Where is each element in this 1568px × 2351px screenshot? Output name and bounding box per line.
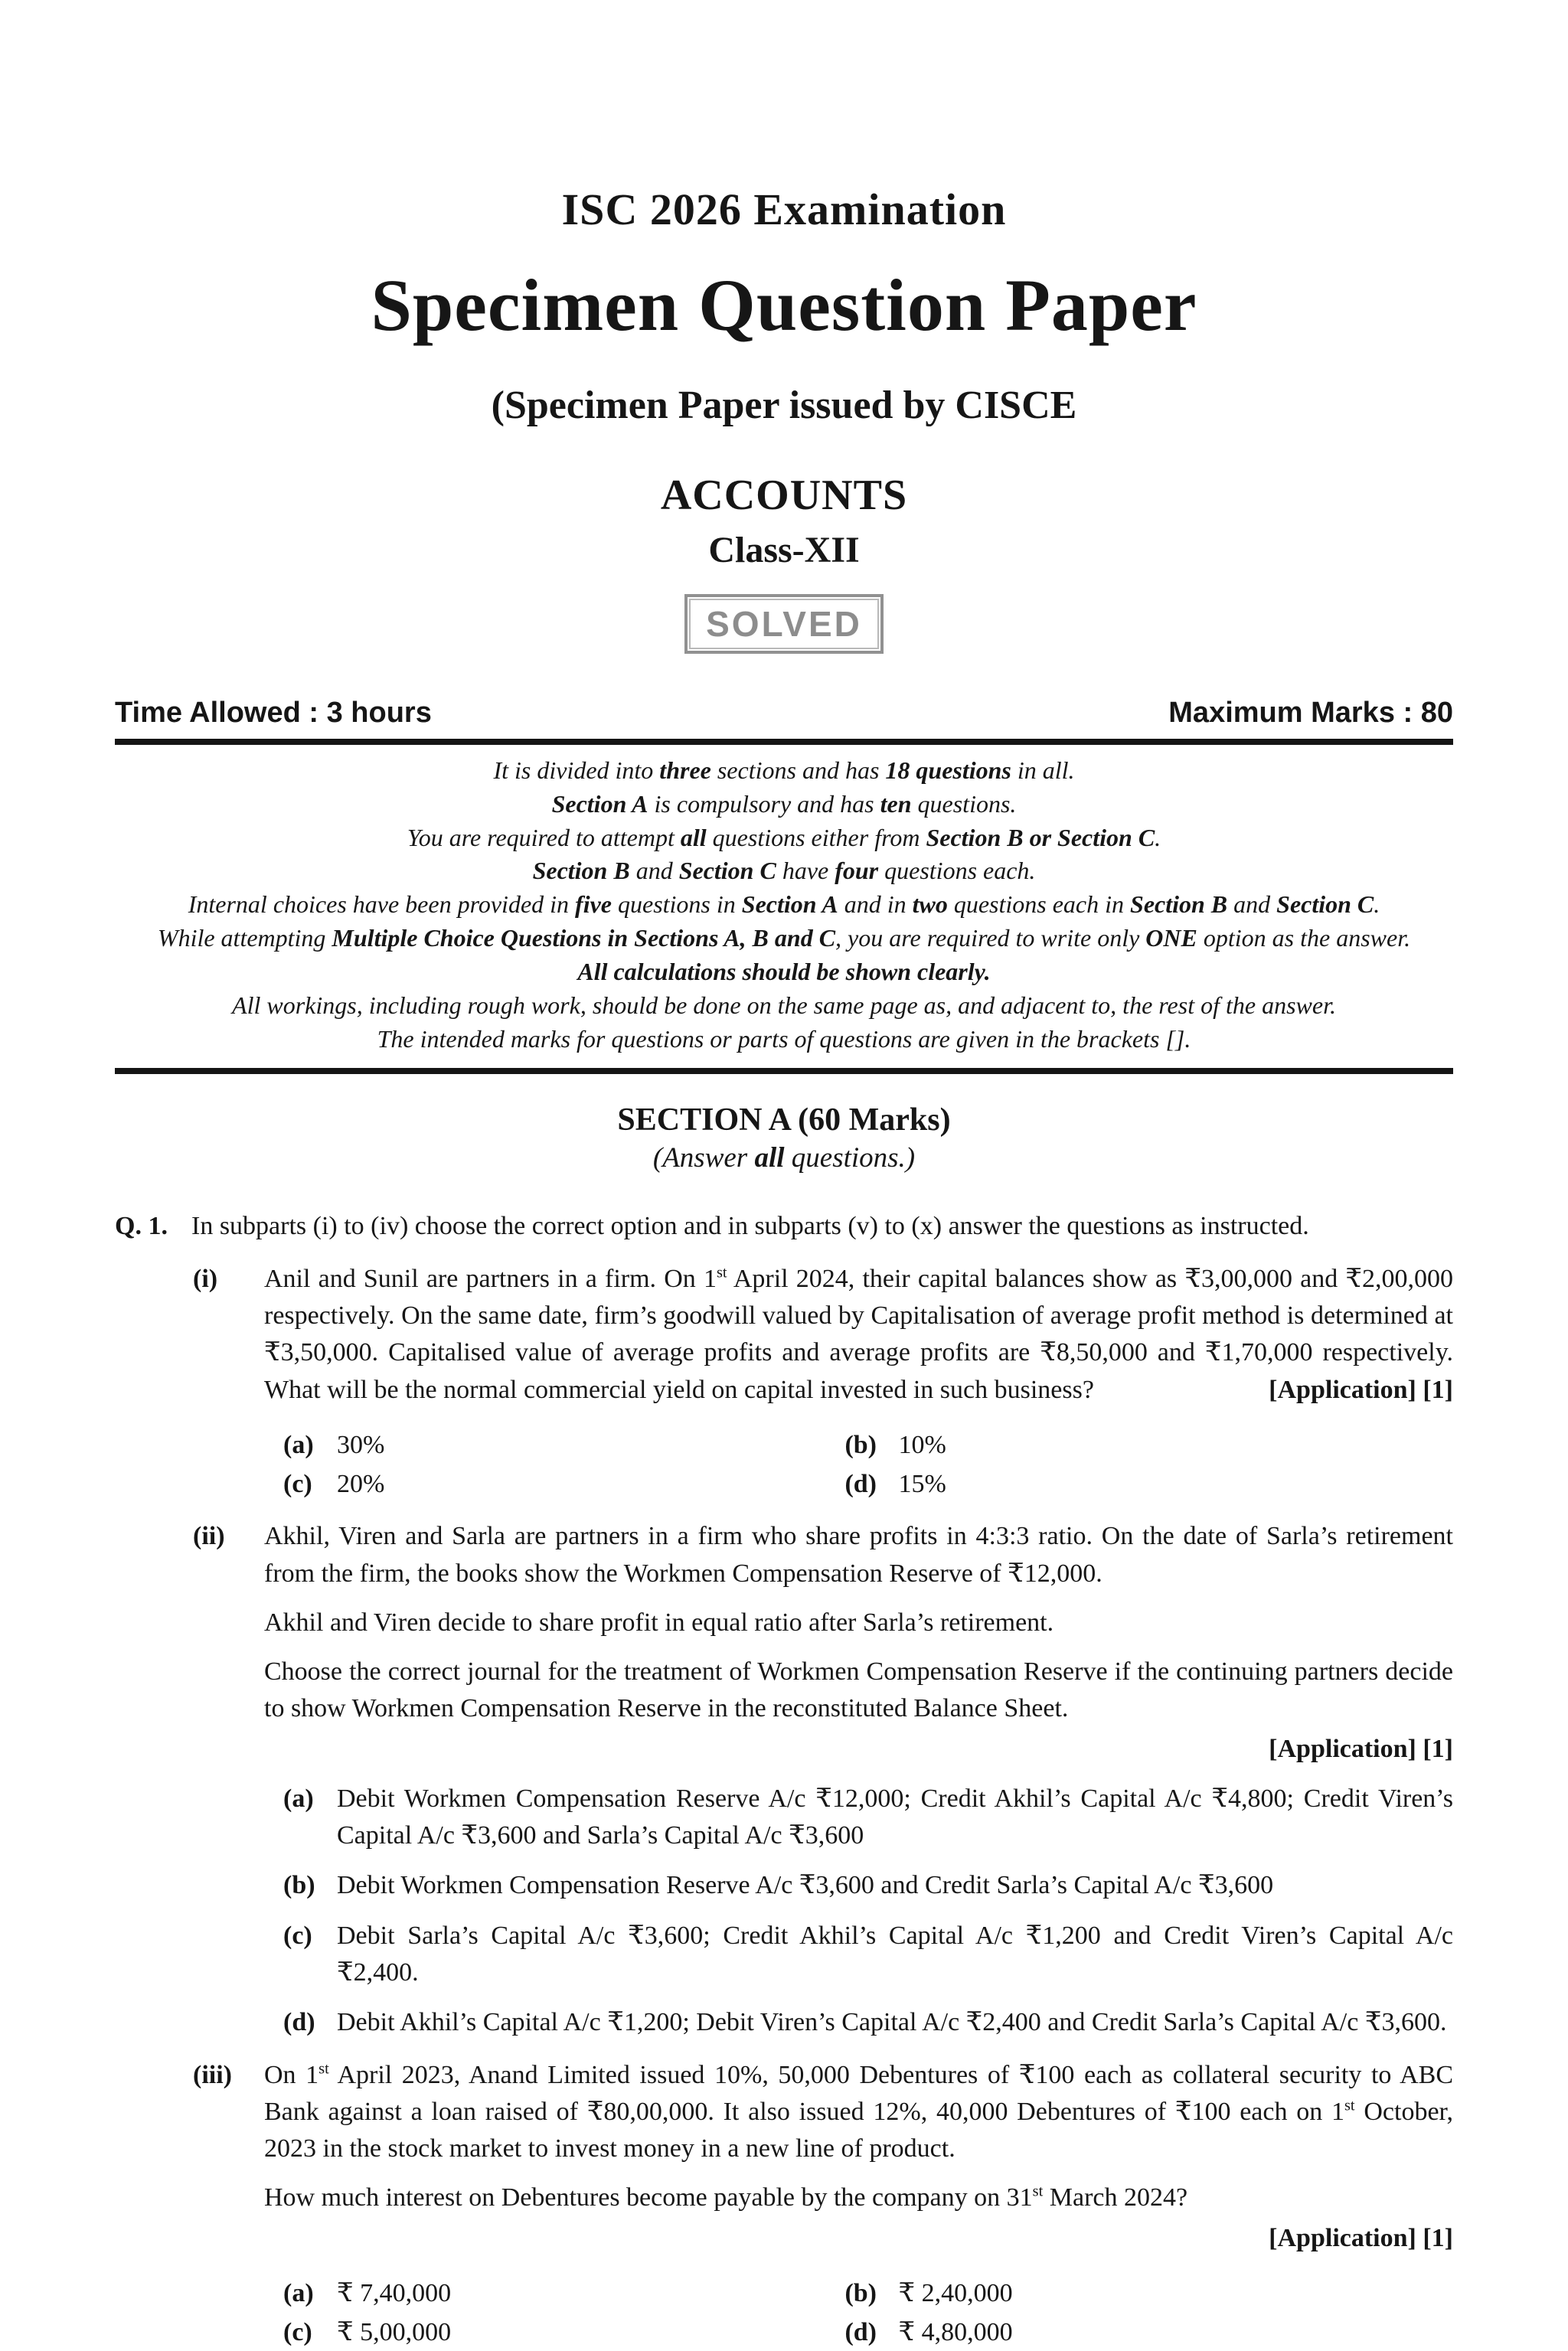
class-title: Class-XII <box>115 529 1453 571</box>
subpart-i <box>115 1261 1453 1504</box>
instructions <box>115 754 1453 1056</box>
paragraph: Choose the correct journal for the treatment of Workmen Compensation Reserve if the continuing partners decide to show Workmen Compensation Reserve in the reconstituted Balance Sheet. <box>264 1654 1453 1728</box>
option-c <box>283 1466 844 1503</box>
option-c <box>283 2314 844 2351</box>
paragraph: On 1st April 2023, Anand Limited issued 10%, 50,000 Debentures of ₹100 each as collateral security to ABC Bank against a loan raised of ₹80,00,000. It also issued 12%, 40,000 Debentures of ₹100 each on 1st October, 2023 in the stock market to invest money in a new line of product. <box>264 2057 1453 2168</box>
subpart-iii <box>115 2057 1453 2351</box>
question-intro-text: In subparts (i) to (iv) choose the correct option and in subparts (v) to (x) answer the questions as instructed. <box>191 1212 1309 1240</box>
option-d <box>844 1466 1453 1503</box>
options-grid <box>283 1427 1453 1504</box>
instruction-line: While attempting Multiple Choice Questions in Sections A, B and C, you are required to write only ONE option as the answer. <box>115 922 1453 955</box>
instruction-line: It is divided into three sections and has 18 questions in all. <box>115 754 1453 788</box>
subject-title: ACCOUNTS <box>115 471 1453 520</box>
option-d <box>844 2314 1453 2351</box>
option-b <box>844 1427 1453 1464</box>
option-text: ₹ 5,00,000 <box>337 2318 451 2346</box>
option-label: (a) <box>283 1781 314 1817</box>
time-allowed: Time Allowed : 3 hours <box>115 697 432 730</box>
instruction-line: All workings, including rough work, should be done on the same page as, and adjacent to, the rest of the answer. <box>115 989 1453 1023</box>
option-label: (b) <box>844 1427 877 1464</box>
options-list <box>283 1781 1453 2042</box>
instruction-line: Section B and Section C have four questions each. <box>115 854 1453 888</box>
paragraph: Akhil and Viren decide to share profit in equal ratio after Sarla’s retirement. <box>264 1605 1453 1641</box>
option-a <box>283 1781 1453 1855</box>
instruction-line: Internal choices have been provided in five questions in Section A and in two questions each in Section B and Section C. <box>115 888 1453 922</box>
option-b <box>283 1867 1453 1904</box>
option-text: 10% <box>898 1431 946 1459</box>
option-label: (c) <box>283 1466 312 1503</box>
option-text: 30% <box>337 1431 384 1459</box>
meta-row <box>115 697 1453 730</box>
option-label: (d) <box>844 2314 877 2351</box>
question-intro <box>115 1208 1453 1245</box>
solved-badge: SOLVED <box>684 594 884 654</box>
instruction-line: Section A is compulsory and has ten questions. <box>115 788 1453 821</box>
instruction-line: The intended marks for questions or parts of questions are given in the brackets []. <box>115 1023 1453 1056</box>
option-text: ₹ 2,40,000 <box>898 2279 1012 2307</box>
option-text: 15% <box>898 1470 946 1498</box>
solved-badge-wrap <box>115 594 1453 654</box>
marks-label: [Application] [1] <box>264 1731 1453 1768</box>
paragraph-text: Anil and Sunil are partners in a firm. On 1st April 2024, their capital balances show as ₹3,00,000 and ₹2,00,000 respectively. On the same date, firm’s goodwill valued by Capitalisation of average profit method is determined at ₹3,50,000. Capitalised value of average profits and average profits are ₹8,50,000 and ₹1,70,000 respectively. What will be the normal commercial yield on capital invested in such business? <box>264 1265 1453 1404</box>
options-grid <box>283 2275 1453 2351</box>
option-a <box>283 1427 844 1464</box>
paragraph <box>264 1261 1453 1409</box>
divider-top <box>115 739 1453 745</box>
paper-title: Specimen Question Paper <box>115 263 1453 348</box>
subpart-label: (ii) <box>193 1518 225 1555</box>
question-label: Q. 1. <box>115 1208 168 1245</box>
option-label: (d) <box>283 2004 315 2041</box>
option-d <box>283 2004 1453 2041</box>
question-1 <box>115 1208 1453 2351</box>
option-text: Debit Sarla’s Capital A/c ₹3,600; Credit Akhil’s Capital A/c ₹1,200 and Credit Viren’s Capital A/c ₹2,400. <box>337 1922 1453 1987</box>
paragraph: How much interest on Debentures become payable by the company on 31st March 2024? <box>264 2180 1453 2216</box>
instruction-line: You are required to attempt all questions either from Section B or Section C. <box>115 821 1453 855</box>
section-heading: SECTION A (60 Marks) <box>115 1102 1453 1138</box>
option-label: (a) <box>283 2275 314 2312</box>
subpart-label: (iii) <box>193 2057 232 2094</box>
exam-line: ISC 2026 Examination <box>115 184 1453 235</box>
option-label: (d) <box>844 1466 877 1503</box>
instruction-line: All calculations should be shown clearly. <box>115 955 1453 989</box>
subpart-ii <box>115 1518 1453 2041</box>
option-text: Debit Workmen Compensation Reserve A/c ₹3,600 and Credit Sarla’s Capital A/c ₹3,600 <box>337 1871 1273 1899</box>
option-c <box>283 1918 1453 1992</box>
option-text: 20% <box>337 1470 384 1498</box>
option-label: (b) <box>283 1867 315 1904</box>
option-text: Debit Workmen Compensation Reserve A/c ₹12,000; Credit Akhil’s Capital A/c ₹4,800; Credit Viren’s Capital A/c ₹3,600 and Sarla’s Capital A/c ₹3,600 <box>337 1784 1453 1850</box>
paragraph: Akhil, Viren and Sarla are partners in a firm who share profits in 4:3:3 ratio. On the date of Sarla’s retirement from the firm, the books show the Workmen Compensation Reserve of ₹12,000. <box>264 1518 1453 1592</box>
option-text: Debit Akhil’s Capital A/c ₹1,200; Debit Viren’s Capital A/c ₹2,400 and Credit Sarla’s Capital A/c ₹3,600. <box>337 2008 1446 2036</box>
option-label: (c) <box>283 2314 312 2351</box>
marks-label: [Application] [1] <box>264 2220 1453 2257</box>
divider-bottom <box>115 1068 1453 1074</box>
marks-label: [Application] [1] <box>1269 1372 1453 1409</box>
maximum-marks: Maximum Marks : 80 <box>1168 697 1453 730</box>
paper-subtitle: (Specimen Paper issued by CISCE <box>115 383 1453 428</box>
section-subheading: (Answer all questions.) <box>115 1141 1453 1174</box>
option-label: (b) <box>844 2275 877 2312</box>
option-text: ₹ 4,80,000 <box>898 2318 1012 2346</box>
option-label: (a) <box>283 1427 314 1464</box>
option-a <box>283 2275 844 2312</box>
option-b <box>844 2275 1453 2312</box>
subpart-label: (i) <box>193 1261 217 1298</box>
option-text: ₹ 7,40,000 <box>337 2279 451 2307</box>
option-label: (c) <box>283 1918 312 1954</box>
